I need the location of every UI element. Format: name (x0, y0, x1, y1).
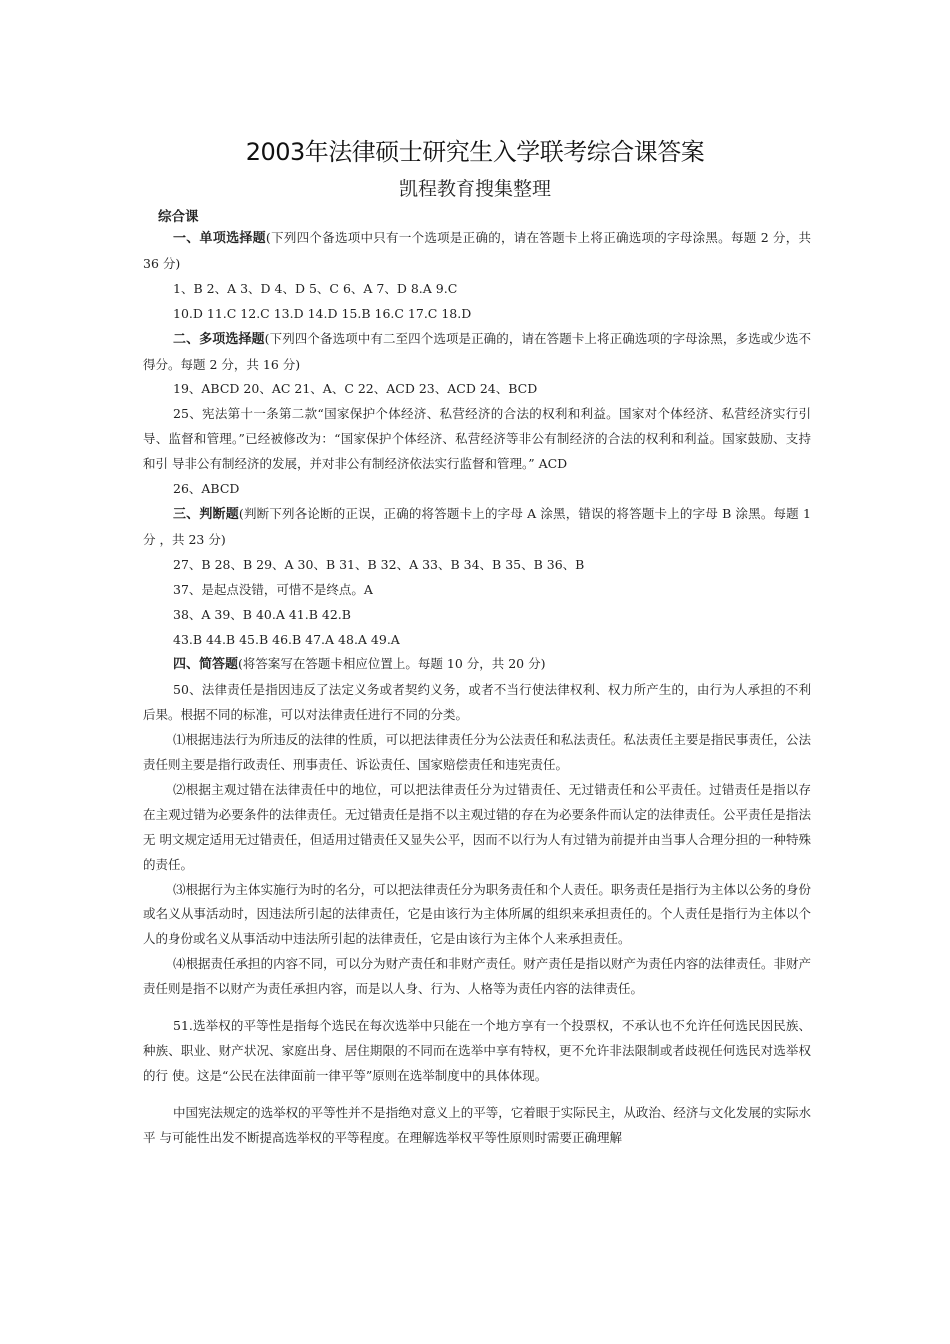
part3-instruction: (判断下列各论断的正误，正确的将答题卡上的字母 A 涂黑，错误的将答题卡上的字母 B 涂黑。每题 1 分 ，共 23 分) (143, 505, 811, 547)
part1-instruction: (下列四个备选项中只有一个选项是正确的，请在答题卡上将正确选项的字母涂黑。每题 2 分，共 36 分) (143, 230, 811, 271)
document-body (143, 226, 811, 1151)
part3-header (143, 502, 811, 553)
part3-answers-line3: 38、A 39、B 40.A 41.B 42.B (173, 606, 351, 622)
part3-answers-line1: 27、B 28、B 29、A 30、B 31、B 32、A 33、B 34、B 35、B 36、B (173, 556, 585, 572)
document-subtitle: 凯程教育搜集整理 (398, 178, 551, 200)
part2-question-26: 26、ABCD (173, 481, 240, 497)
question-50-point-3: ⑶根据行为主体实施行为时的名分，可以把法律责任分为职务责任和个人责任。职务责任是指行为主体以公务的身份或名义从事活动时，因违法所引起的法律责任，它是由该行为主体所属的组织来承担责任的。个人责任是指行为主体以个 人的身份或名义从事活动中违法所引起的法律责任，它是由该行为主体个人来承担责任。 (143, 881, 811, 947)
question-51-paragraph-2: 中国宪法规定的选举权的平等性并不是指绝对意义上的平等，它着眼于实际民主，从政治、经济与文化发展的实际水平 与可能性出发不断提高选举权的平等程度。在理解选举权平等性原则时需要正确理解 (143, 1104, 811, 1145)
document-title: 2003年法律硕士研究生入学联考综合课答案 (245, 138, 705, 166)
part3-answers-line2: 37、是起点没错，可惜不是终点。A (173, 581, 373, 597)
part2-heading: 二、多项选择题 (173, 331, 265, 347)
part4-heading: 四、简答题 (173, 657, 239, 673)
part3-heading: 三、判断题 (173, 506, 239, 522)
question-50-point-2: ⑵根据主观过错在法律责任中的地位，可以把法律责任分为过错责任、无过错责任和公平责任。过错责任是指以存 在主观过错为必要条件的法律责任。无过错责任是指不以主观过错的存在为必要条件而认定的法律责任。公平责任是指法无 明文规定适用无过错责任，但适用过错责任又显失公平，因而不以行为人有过错为前提并由当事人合理分担的一种特殊的责任。 (143, 781, 811, 872)
part2-answers-line1: 19、ABCD 20、AC 21、A、C 22、ACD 23、ACD 24、BCD (173, 381, 538, 397)
part1-header (143, 226, 811, 277)
part2-question-25: 25、宪法第十一条第二款“国家保护个体经济、私营经济的合法的权利和利益。国家对个体经济、私营经济实行引导、监督和管理。”已经被修改为：“国家保护个体经济、私营经济等非公有制经济的合法的权利和利益。国家鼓励、支持和引 导非公有制经济的发展，并对非公有制经济依法实行监督和管理。” ACD (143, 406, 811, 472)
question-51-paragraph-1: 51.选举权的平等性是指每个选民在每次选举中只能在一个地方享有一个投票权，不承认也不允许任何选民因民族、种族、职业、财产状况、家庭出身、居住期限的不同而在选举中享有特权，更不允许非法限制或者歧视任何选民对选举权的行 使。这是“公民在法律面前一律平等”原则在选举制度中的具体体现。 (143, 1018, 811, 1083)
part1-answers-line2: 10.D 11.C 12.C 13.D 14.D 15.B 16.C 17.C 18.D (173, 305, 472, 321)
part3-answers-line4: 43.B 44.B 45.B 46.B 47.A 48.A 49.A (173, 631, 400, 647)
part1-answers-line1: 1、B 2、A 3、D 4、D 5、C 6、A 7、D 8.A 9.C (173, 280, 458, 296)
question-50-point-1: ⑴根据违法行为所违反的法律的性质，可以把法律责任分为公法责任和私法责任。私法责任主要是指民事责任，公法责任则主要是指行政责任、刑事责任、诉讼责任、国家赔偿责任和违宪责任。 (143, 732, 811, 773)
part4-header (143, 652, 811, 678)
question-50-intro: 50、法律责任是指因违反了法定义务或者契约义务，或者不当行使法律权利、权力所产生的，由行为人承担的不利后果。根据不同的标准，可以对法律责任进行不同的分类。 (143, 682, 811, 723)
part1-heading: 一、单项选择题 (173, 231, 266, 246)
part4-instruction: (将答案写在答题卡相应位置上。每题 10 分，共 20 分) (238, 656, 546, 672)
question-50-point-4: ⑷根据责任承担的内容不同，可以分为财产责任和非财产责任。财产责任是指以财产为责任内容的法律责任。非财产责任则是指不以财产为责任承担内容，而是以人身、行为、人格等为责任内容的法律责任。 (143, 956, 811, 997)
section-label: 综合课 (158, 209, 199, 225)
part2-header (143, 327, 811, 378)
part2-instruction: (下列四个备选项中有二至四个选项是正确的，请在答题卡上将正确选项的字母涂黑，多选或少选不得分。每题 2 分，共 16 分) (143, 330, 811, 372)
